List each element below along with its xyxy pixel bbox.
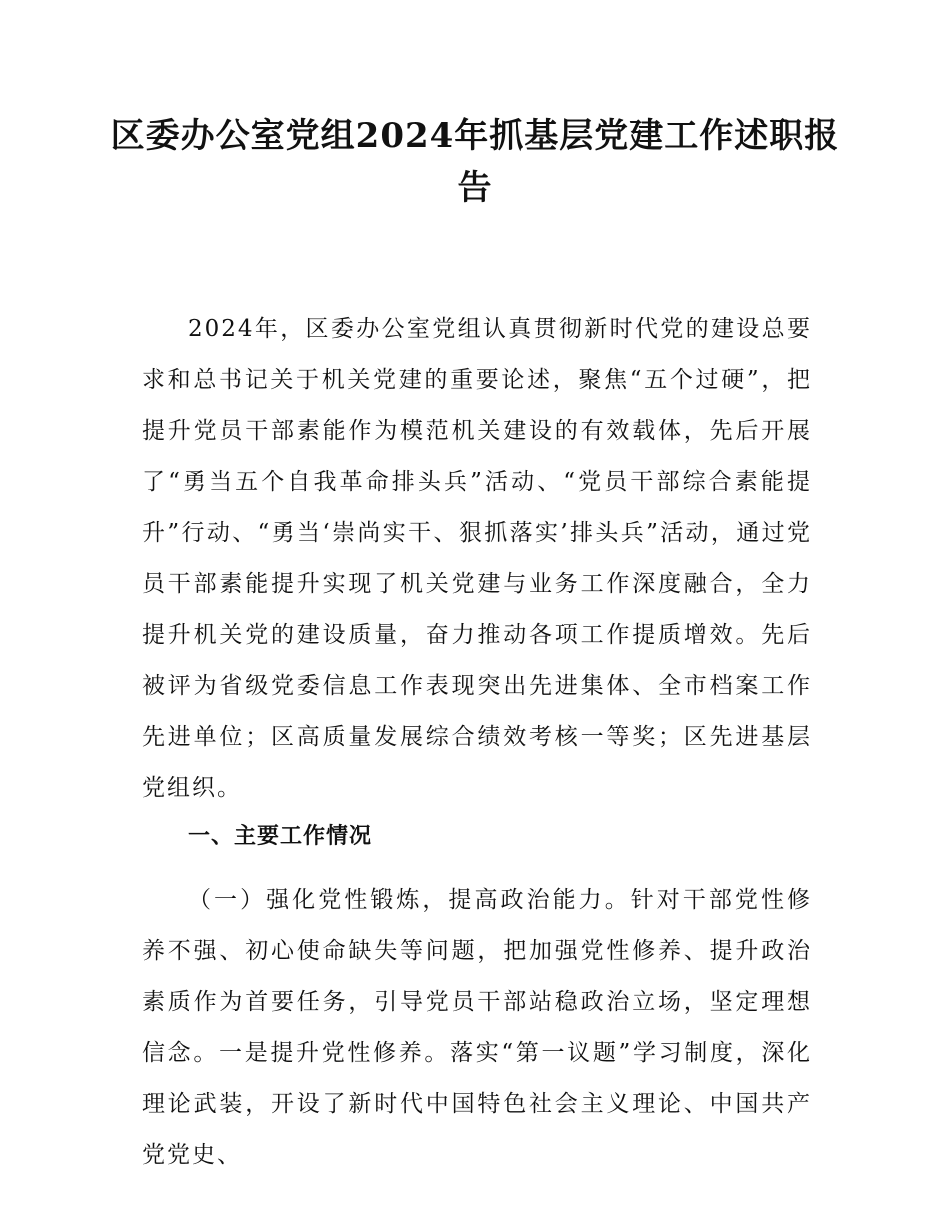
section-heading: 一、主要工作情况 — [188, 824, 373, 849]
document-title: 区委办公室党组2024年抓基层党建工作述职报告 — [110, 116, 840, 208]
subsection-paragraph: （一）强化党性锻炼，提高政治能力。针对干部党性修养不强、初心使命缺失等问题，把加强党性修养、提升政治素质作为首要任务，引导党员干部站稳政治立场，坚定理想信念。一是提升党性修养。落实“第一议题”学习制度，深化理论武装，开设了新时代中国特色社会主义理论、中国共产党党史、 — [142, 887, 812, 1168]
intro-paragraph: 2024年，区委办公室党组认真贯彻新时代党的建设总要求和总书记关于机关党建的重要论述，聚焦“五个过硬”，把提升党员干部素能作为模范机关建设的有效载体，先后开展了“勇当五个自我革命排头兵”活动、“党员干部综合素能提升”行动、“勇当‘崇尚实干、狠抓落实’排头兵”活动，通过党员干部素能提升实现了机关党建与业务工作深度融合，全力提升机关党的建设质量，奋力推动各项工作提质增效。先后被评为省级党委信息工作表现突出先进集体、全市档案工作先进单位；区高质量发展综合绩效考核一等奖；区先进基层党组织。 — [142, 316, 812, 801]
